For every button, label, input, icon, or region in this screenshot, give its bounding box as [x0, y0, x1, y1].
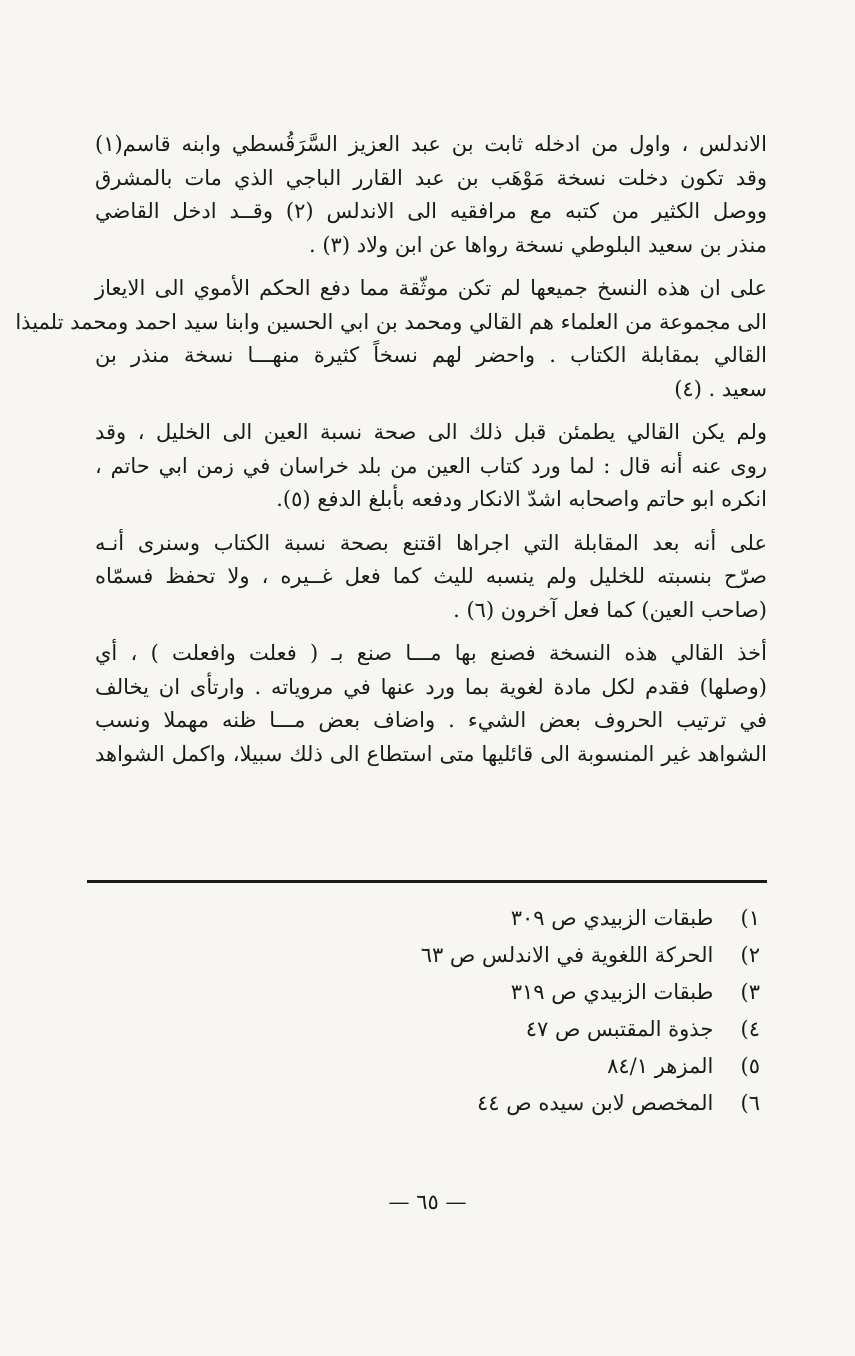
footnote-number: ٤) [740, 1017, 760, 1041]
paragraph [95, 416, 767, 517]
footnote-item [360, 1085, 760, 1122]
paragraph [15, 272, 767, 406]
page-number: — ٦٥ — [388, 1190, 467, 1214]
text-line: روى عنه أنه قال : لما ورد كتاب العين من بلد خراسان في زمن ابي حاتم ، [95, 453, 767, 478]
footnote-text: طبقات الزبيدي ص ٣١٩ [510, 980, 714, 1004]
text-line: القالي بمقابلة الكتاب . واحضر لهم نسخاً كثيرة منهـــا نسخة منذر بن [95, 343, 767, 367]
paragraph [95, 637, 767, 771]
footnote-text: طبقات الزبيدي ص ٣٠٩ [510, 906, 714, 930]
footnotes-list [360, 900, 760, 1122]
text-line: (صاحب العين) كما فعل آخرون (٦) . [453, 597, 767, 622]
footnote-text: المخصص لابن سيده ص ٤٤ [477, 1091, 714, 1115]
footnote-text: المزهر ٨٤/١ [607, 1054, 714, 1078]
text-line: ولم يكن القالي يطمئن قبل ذلك الى صحة نسبة العين الى الخليل ، وقد [95, 420, 767, 444]
text-line: (وصلها) فقدم لكل مادة لغوية بما ورد عنها في مروياته . وارتأى ان يخالف [95, 674, 767, 699]
text-line: على أنه بعد المقابلة التي اجراها اقتنع بصحة نسبة الكتاب وسنرى أنـه [95, 530, 767, 555]
text-line: أخذ القالي هذه النسخة فصنع بها مـــا صنع بـ ( فعلت وافعلت ) ، أي [95, 641, 767, 665]
body-text [15, 128, 767, 781]
footnote-number: ٦) [740, 1091, 760, 1115]
text-line: انكره ابو حاتم واصحابه اشدّ الانكار ودفعه بأبلغ الدفع (٥). [276, 487, 767, 511]
footnote-item [360, 974, 760, 1011]
text-line: سعيد . (٤) [674, 376, 767, 401]
footnote-item [360, 1048, 760, 1085]
footnote-text: الحركة اللغوية في الاندلس ص ٦٣ [420, 943, 714, 967]
footnote-number: ٢) [740, 943, 760, 967]
text-line: وقد تكون دخلت نسخة مَوْهَب بن عبد القارر الباجي الذي مات بالمشرق [95, 165, 767, 190]
footnote-item [360, 1011, 760, 1048]
footnote-item [360, 937, 760, 974]
footnote-number: ٥) [740, 1054, 760, 1078]
footnote-item [360, 900, 760, 937]
text-line: صرّح بنسبته للخليل ولم ينسبه لليث كما فعل غــيره ، ولا تحفظ فسمّاه [95, 564, 767, 588]
text-line: الى مجموعة من العلماء هم القالي ومحمد بن ابي الحسين وابنا سيد احمد ومحمد تلميذا [15, 309, 767, 334]
footnote-text: جذوة المقتبس ص ٤٧ [525, 1017, 714, 1041]
text-line: ووصل الكثير من كتبه مع مرافقيه الى الاندلس (٢) وقــد ادخل القاضي [95, 199, 767, 223]
paragraph [95, 128, 767, 262]
text-line: على ان هذه النسخ جميعها لم تكن موثّقة مما دفع الحكم الأموي الى الايعاز [95, 276, 767, 300]
paragraph [95, 527, 767, 628]
text-line: في ترتيب الحروف بعض الشيء . واضاف بعض مـــا ظنه مهملا ونسب [95, 708, 767, 732]
footnote-number: ١) [740, 906, 760, 930]
footnote-divider [87, 880, 767, 883]
text-line: الشواهد غير المنسوبة الى قائليها متى استطاع الى ذلك سبيلا، واكمل الشواهد [95, 741, 767, 766]
footnote-number: ٣) [740, 980, 760, 1004]
text-line: الاندلس ، واول من ادخله ثابت بن عبد العزيز السَّرَقُسطي وابنه قاسم(١) [95, 132, 767, 156]
text-line: منذر بن سعيد البلوطي نسخة رواها عن ابن ولاد (٣) . [309, 232, 767, 257]
